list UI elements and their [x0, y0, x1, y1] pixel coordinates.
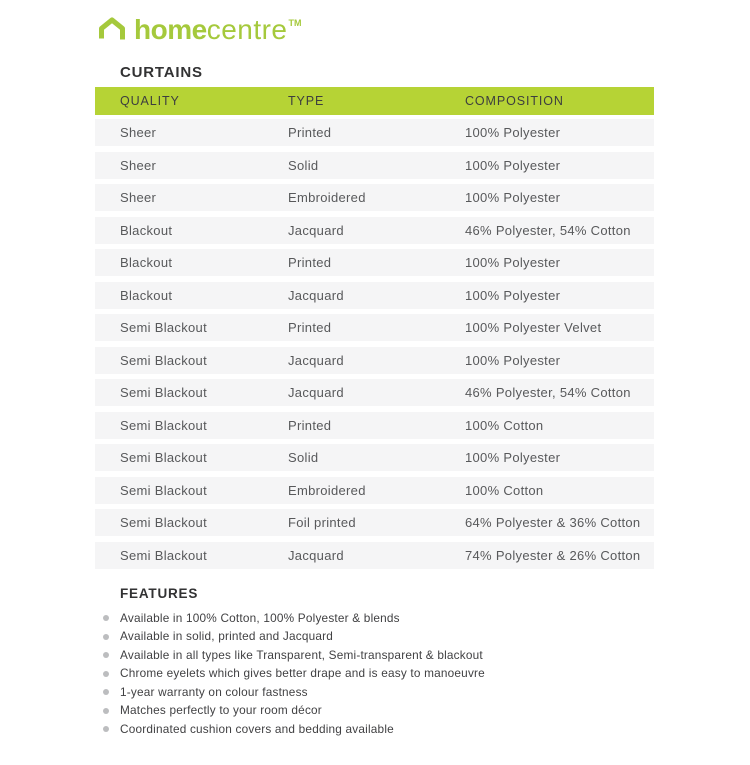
composition-cell: 46% Polyester, 54% Cotton — [465, 222, 631, 238]
list-item — [103, 612, 750, 625]
feature-text: 1-year warranty on colour fastness — [120, 684, 308, 699]
type-cell: Jacquard — [288, 385, 344, 400]
quality-cell: Semi Blackout — [120, 515, 207, 530]
composition-cell: 100% Polyester — [465, 125, 561, 140]
table-row — [95, 477, 654, 504]
type-cell: Printed — [288, 125, 332, 140]
type-cell: Jacquard — [288, 287, 344, 303]
composition-cell: 100% Polyester — [465, 450, 561, 465]
list-item — [103, 686, 750, 699]
logo-text-centre: centre — [206, 14, 288, 45]
composition-cell: 46% Polyester, 54% Cotton — [465, 385, 631, 400]
feature-text: Chrome eyelets which gives better drape and is easy to manoeuvre — [120, 666, 485, 680]
table-body — [95, 119, 654, 569]
type-cell: Jacquard — [288, 222, 344, 238]
bullet-icon — [103, 726, 109, 732]
quality-cell: Semi Blackout — [120, 352, 207, 368]
type-cell: Printed — [288, 320, 332, 335]
type-cell: Jacquard — [288, 547, 344, 563]
table-row — [95, 249, 654, 276]
composition-cell: 100% Polyester — [465, 255, 561, 270]
composition-cell: 100% Polyester — [465, 190, 561, 205]
quality-cell: Semi Blackout — [120, 450, 207, 465]
composition-cell: 64% Polyester & 36% Cotton — [465, 515, 641, 530]
composition-cell: 100% Polyester — [465, 157, 561, 173]
logo-text-home: home — [134, 14, 207, 45]
composition-cell: 100% Polyester — [465, 352, 561, 368]
composition-cell: 100% Polyester — [465, 287, 561, 303]
table-row — [95, 152, 654, 179]
type-cell: Printed — [288, 417, 332, 433]
quality-cell: Sheer — [120, 157, 157, 173]
column-header-type: TYPE — [288, 94, 325, 108]
table-row — [95, 509, 654, 536]
curtains-table — [95, 87, 654, 569]
features-list — [0, 612, 750, 736]
list-item — [103, 723, 750, 736]
quality-cell: Semi Blackout — [120, 417, 207, 433]
composition-cell: 74% Polyester & 26% Cotton — [465, 547, 641, 563]
table-header-row — [95, 87, 654, 115]
quality-cell: Semi Blackout — [120, 320, 207, 335]
bullet-icon — [103, 689, 109, 695]
quality-cell: Sheer — [120, 190, 157, 205]
table-row — [95, 314, 654, 341]
feature-text: Available in all types like Transparent, Semi-transparent & blackout — [120, 647, 483, 662]
feature-text: Coordinated cushion covers and bedding available — [120, 721, 394, 736]
quality-cell: Semi Blackout — [120, 482, 207, 498]
bullet-icon — [103, 652, 109, 658]
table-row — [95, 542, 654, 569]
type-cell: Embroidered — [288, 190, 366, 205]
composition-cell: 100% Polyester Velvet — [465, 320, 602, 335]
type-cell: Embroidered — [288, 482, 366, 498]
quality-cell: Blackout — [120, 222, 173, 238]
feature-text: Matches perfectly to your room décor — [120, 703, 322, 717]
bullet-icon — [103, 708, 109, 714]
list-item — [103, 667, 750, 680]
type-cell: Printed — [288, 255, 332, 270]
composition-cell: 100% Cotton — [465, 482, 544, 498]
table-row — [95, 412, 654, 439]
table-row — [95, 444, 654, 471]
table-row — [95, 282, 654, 309]
table-row — [95, 119, 654, 146]
quality-cell: Semi Blackout — [120, 385, 207, 400]
feature-text: Available in solid, printed and Jacquard — [120, 629, 334, 643]
features-title: FEATURES — [120, 585, 199, 601]
column-header-composition: COMPOSITION — [465, 94, 564, 108]
type-cell: Jacquard — [288, 352, 344, 368]
feature-text: Available in 100% Cotton, 100% Polyester & blends — [120, 610, 400, 625]
bullet-icon — [103, 615, 109, 621]
homecentre-logo — [97, 15, 750, 47]
list-item — [103, 649, 750, 662]
type-cell: Foil printed — [288, 515, 356, 530]
quality-cell: Sheer — [120, 125, 157, 140]
column-header-quality: QUALITY — [120, 94, 180, 108]
composition-cell: 100% Cotton — [465, 417, 544, 433]
table-row — [95, 184, 654, 211]
type-cell: Solid — [288, 157, 319, 173]
trademark-symbol: TM — [288, 18, 302, 28]
quality-cell: Blackout — [120, 255, 173, 270]
table-row — [95, 379, 654, 406]
bullet-icon — [103, 634, 109, 640]
page-title: CURTAINS — [120, 64, 203, 81]
bullet-icon — [103, 671, 109, 677]
list-item — [103, 704, 750, 717]
list-item — [103, 630, 750, 643]
table-row — [95, 347, 654, 374]
house-icon — [97, 17, 127, 51]
table-row — [95, 217, 654, 244]
quality-cell: Blackout — [120, 287, 173, 303]
type-cell: Solid — [288, 450, 319, 465]
quality-cell: Semi Blackout — [120, 547, 207, 563]
